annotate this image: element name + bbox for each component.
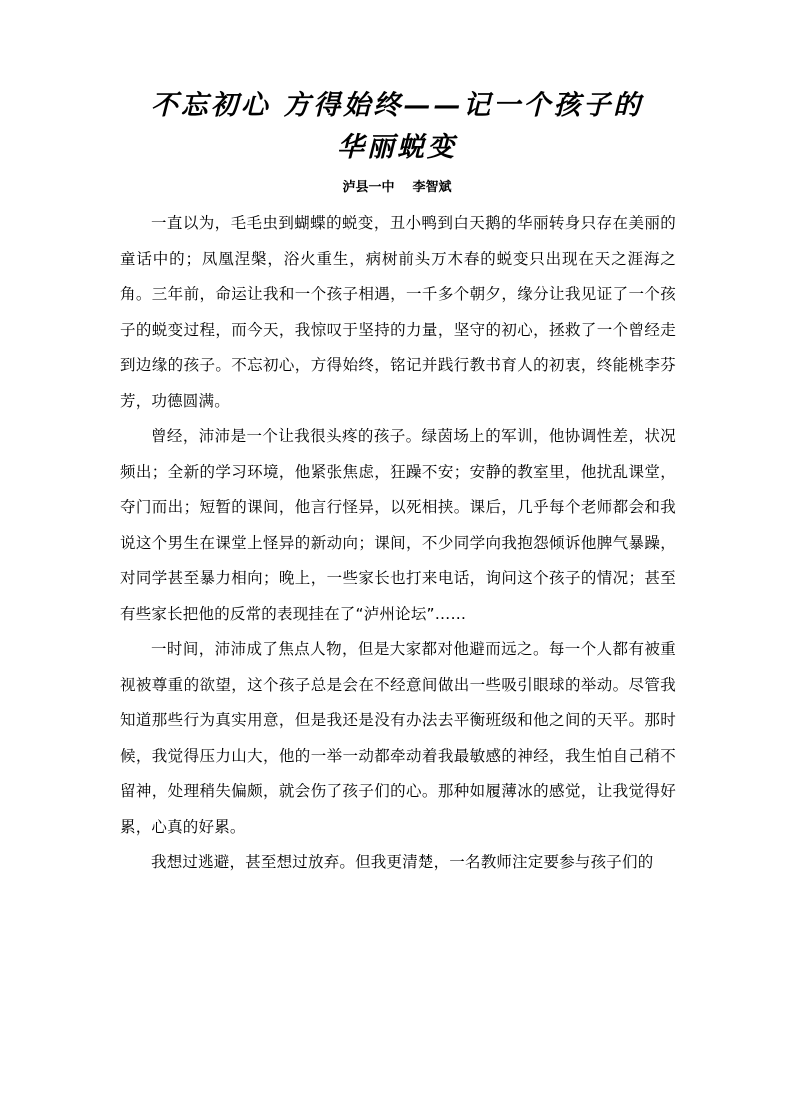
paragraph-1: 一直以为，毛毛虫到蝴蝶的蜕变，丑小鸭到白天鹅的华丽转身只存在美丽的童话中的；凤凰涅槃，浴火重生，病树前头万木春的蜕变只出现在天之涯海之角。三年前，命运让我和一个孩子相遇，一千多个朝夕，缘分让我见证了一个孩子的蜕变过程，而今天，我惊叹于坚持的力量，坚守的初心，拯救了一个曾经走到边缘的孩子。不忘初心，方得始终，铭记并践行教书育人的初衷，终能桃李芬芳，功德圆满。 — [120, 214, 676, 410]
title-line-2: 华丽蜕变 — [337, 132, 457, 163]
paragraph-4: 我想过逃避，甚至想过放弃。但我更清楚，一名教师注定要参与孩子们的 — [151, 853, 654, 871]
author-name: 李智斌 — [412, 180, 452, 195]
paragraph-2: 曾经，沛沛是一个让我很头疼的孩子。绿茵场上的军训，他协调性差，状况频出；全新的学习环境，他紧张焦虑，狂躁不安；安静的教室里，他扰乱课堂，夺门而出；短暂的课间，他言行怪异，以死相挟。课后，几乎每个老师都会和我说这个男生在课堂上怪异的新动向；课间，不少同学向我抱怨倾诉他脾气暴躁，对同学甚至暴力相向；晚上，一些家长也打来电话，询问这个孩子的情况；甚至有些家长把他的反常的表现挂在了“泸州论坛”…… — [120, 427, 676, 623]
article-body — [120, 206, 676, 881]
title-line-1: 不忘初心 方得始终——记一个孩子的 — [150, 90, 644, 121]
paragraph-3: 一时间，沛沛成了焦点人物，但是大家都对他避而远之。每一个人都有被重视被尊重的欲望，这个孩子总是会在不经意间做出一些吸引眼球的举动。尽管我知道那些行为真实用意，但是我还是没有办法去平衡班级和他之间的天平。那时候，我觉得压力山大，他的一举一动都牵动着我最敏感的神经，我生怕自己稍不留神，处理稍失偏颇，就会伤了孩子们的心。那种如履薄冰的感觉，让我觉得好累，心真的好累。 — [120, 640, 676, 836]
byline — [100, 178, 694, 198]
school-name: 泸县一中 — [342, 180, 395, 195]
